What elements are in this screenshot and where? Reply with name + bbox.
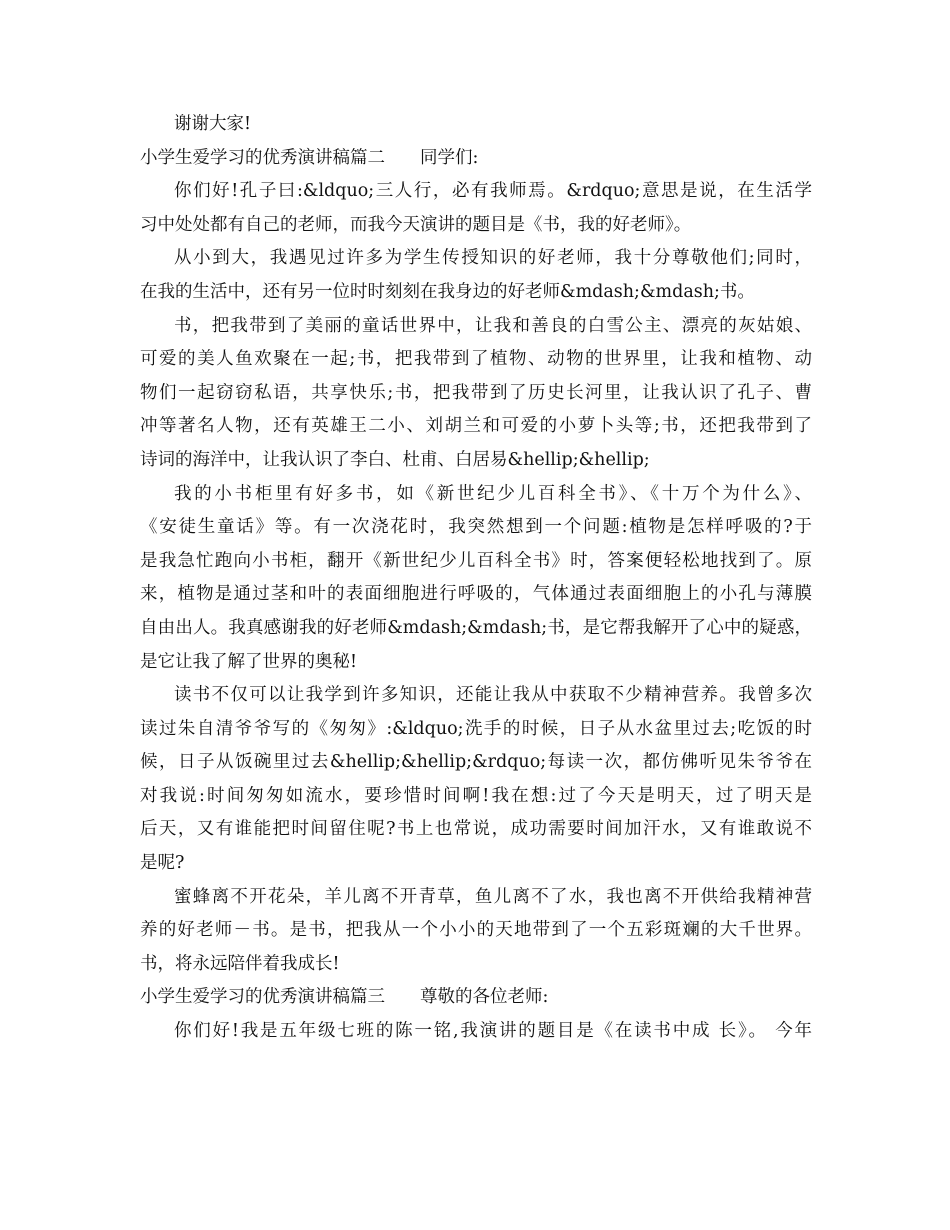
text-line: 自由出人。我真感谢我的好老师&mdash;&mdash;书，是它帮我解开了心中的疑惑， (140, 617, 812, 638)
text-line: 是我急忙跑向小书柜，翻开《新世纪少儿百科全书》时，答案便轻松地找到了。原 (140, 550, 812, 571)
text-line: 你们好!孔子曰:&ldquo;三人行，必有我师焉。&rdquo;意思是说，在生活学 (174, 181, 812, 202)
text-line: 你们好!我是五年级七班的陈一铭,我演讲的题目是《在读书中成 长》。 今年 (174, 1021, 812, 1042)
document-body (140, 108, 812, 1049)
text-line: 读书不仅可以让我学到许多知识，还能让我从中获取不少精神营养。我曾多次 (174, 685, 812, 706)
text-line: 来，植物是通过茎和叶的表面细胞进行呼吸的，气体通过表面细胞上的小孔与薄膜 (140, 584, 812, 605)
text-line: 后天，又有谁能把时间留住呢?书上也常说，成功需要时间加汗水，又有谁敢说不 (140, 819, 812, 840)
text-line: 养的好老师－书。是书，把我从一个小小的天地带到了一个五彩斑斓的大千世界。 (140, 920, 812, 941)
text-line: 蜜蜂离不开花朵，羊儿离不开青草，鱼儿离不了水，我也离不开供给我精神营 (174, 886, 812, 907)
text-line: 冲等著名人物，还有英雄王二小、刘胡兰和可爱的小萝卜头等;书，还把我带到了 (140, 416, 812, 437)
closing-line: 谢谢大家! (174, 114, 252, 134)
text-line: 在我的生活中，还有另一位时时刻刻在我身边的好老师&mdash;&mdash;书。 (140, 281, 755, 302)
text-line: 书，把我带到了美丽的童话世界中，让我和善良的白雪公主、漂亮的灰姑娘、 (174, 315, 812, 336)
text-line: 对我说:时间匆匆如流水，要珍惜时间啊!我在想:过了今天是明天，过了明天是 (140, 785, 812, 806)
text-line: 候，日子从饭碗里过去&hellip;&hellip;&rdquo;每读一次，都仿佛听见朱爷爷在 (140, 752, 812, 773)
text-line: 《安徒生童话》等。有一次浇花时，我突然想到一个问题:植物是怎样呼吸的?于 (140, 517, 812, 538)
text-line: 可爱的美人鱼欢聚在一起;书，把我带到了植物、动物的世界里，让我和植物、动 (140, 349, 812, 370)
text-line: 是呢? (140, 853, 185, 874)
text-line: 书，将永远陪伴着我成长! (140, 953, 340, 974)
text-line: 物们一起窃窃私语，共享快乐;书，把我带到了历史长河里，让我认识了孔子、曹 (140, 382, 812, 403)
text-line: 习中处处都有自己的老师，而我今天演讲的题目是《书，我的好老师》。 (140, 214, 692, 235)
text-line: 从小到大，我遇见过许多为学生传授知识的好老师，我十分尊敬他们;同时， (174, 248, 812, 269)
section-heading-2: 小学生爱学习的优秀演讲稿篇二 同学们: (140, 147, 479, 168)
text-line: 是它让我了解了世界的奥秘! (140, 651, 358, 672)
section-heading-3: 小学生爱学习的优秀演讲稿篇三 尊敬的各位老师: (140, 987, 549, 1008)
text-line: 诗词的海洋中，让我认识了李白、杜甫、白居易&hellip;&hellip; (140, 449, 650, 470)
text-line: 读过朱自清爷爷写的《匆匆》:&ldquo;洗手的时候，日子从水盆里过去;吃饭的时 (140, 718, 812, 739)
text-line: 我的小书柜里有好多书，如《新世纪少儿百科全书》、《十万个为什么》、 (174, 483, 812, 504)
